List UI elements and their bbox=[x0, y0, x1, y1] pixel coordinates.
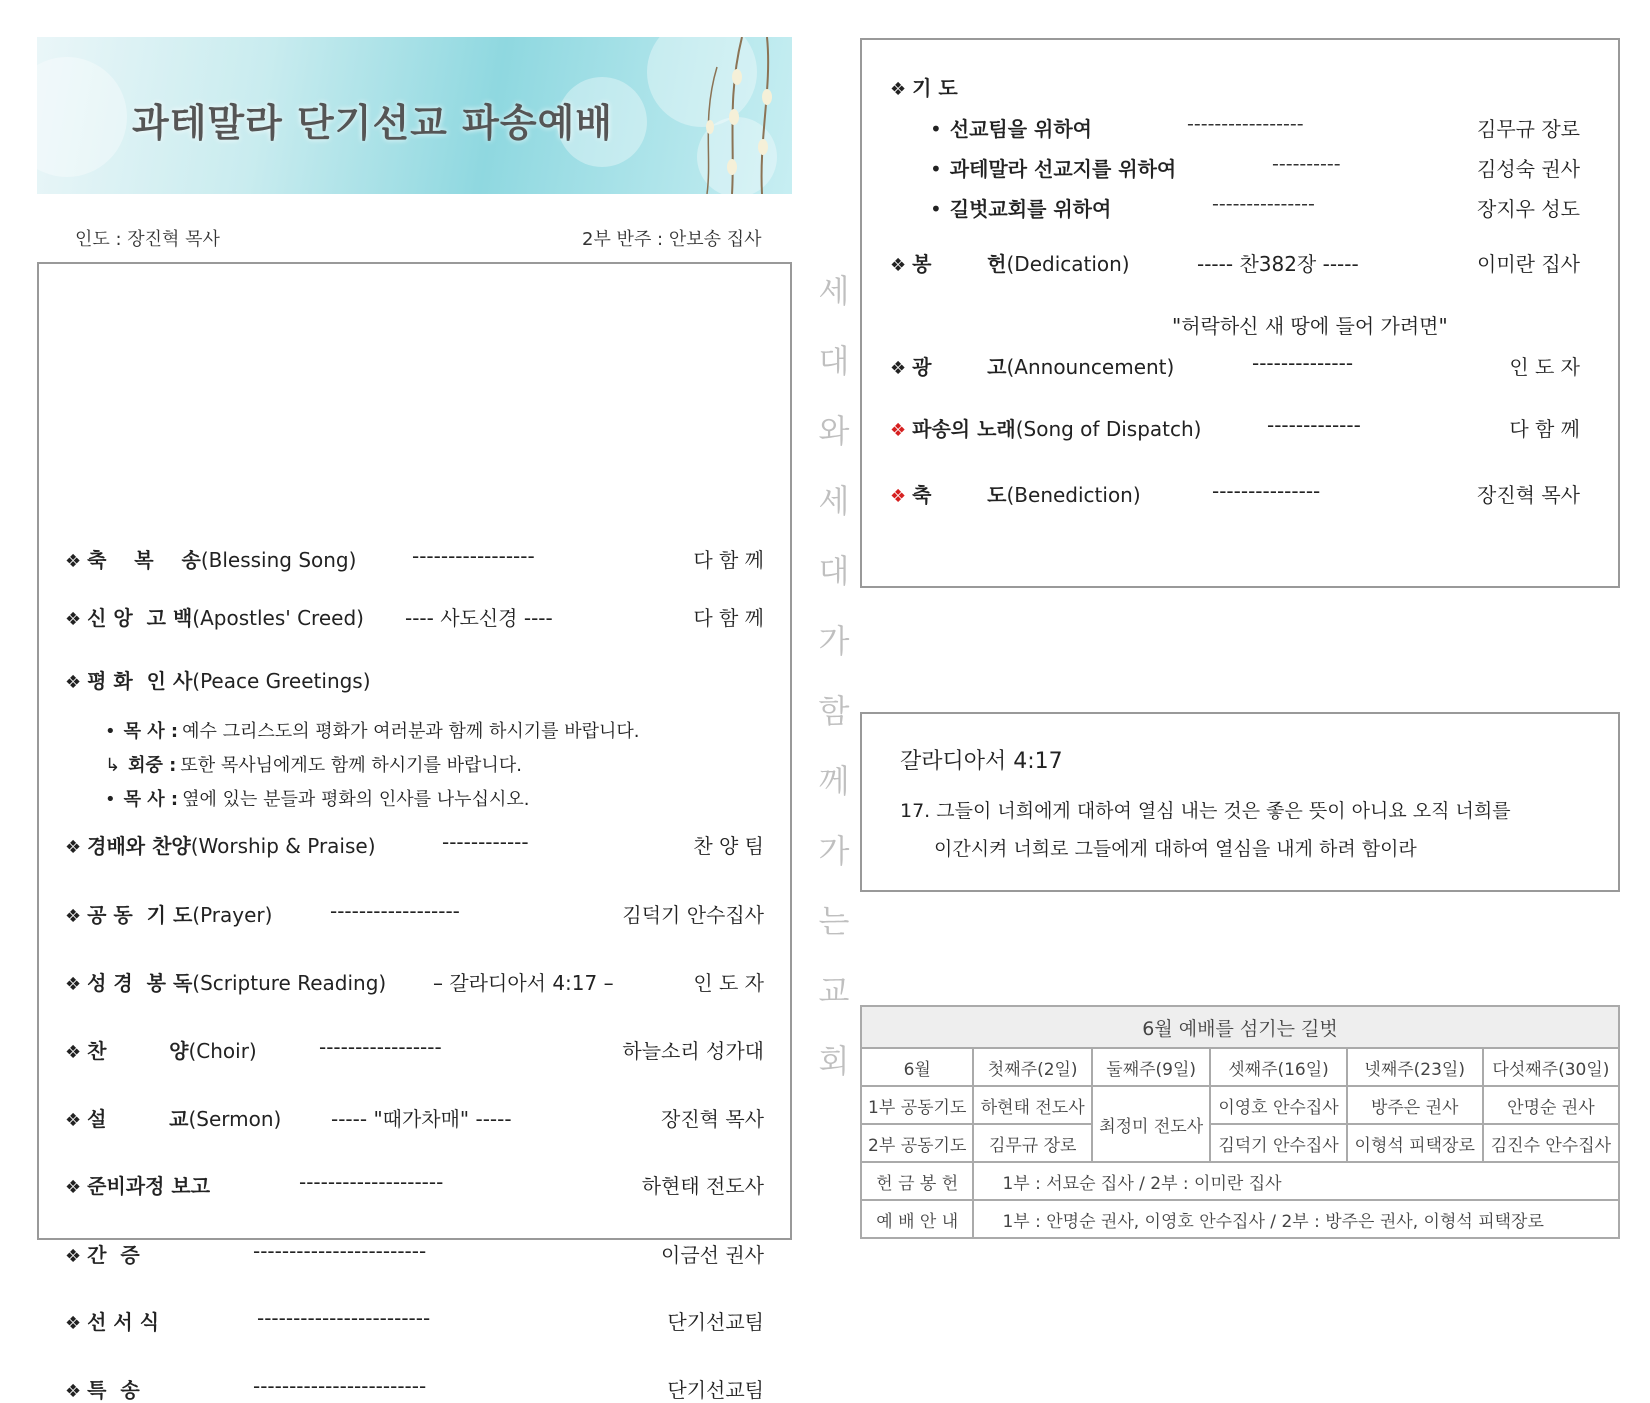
order-item-person: 찬 양 팀 bbox=[693, 834, 764, 858]
order-item bbox=[65, 967, 386, 996]
order-item-title: 선 서 식 bbox=[87, 1310, 160, 1334]
diamond-bullet-icon: ❖ bbox=[890, 255, 907, 276]
order-item-person: 김덕기 안수집사 bbox=[622, 903, 764, 927]
prayer-item bbox=[930, 193, 1111, 222]
prayer-item bbox=[930, 113, 1092, 142]
page-title: 과테말라 단기선교 파송예배 bbox=[132, 101, 613, 145]
order-item-title: 축 복 송 bbox=[87, 548, 201, 572]
diamond-bullet-icon: ❖ bbox=[890, 486, 907, 507]
order-item-english: (Prayer) bbox=[192, 903, 273, 927]
greeting-role: 목 사 : bbox=[123, 789, 179, 810]
diamond-bullet-icon: ❖ bbox=[65, 1042, 82, 1063]
table-cell: 예 배 안 내 bbox=[861, 1200, 973, 1238]
table-header-cell: 셋째주(16일) bbox=[1210, 1048, 1346, 1086]
scripture-line-1: 17. 그들이 너희에게 대하여 열심 내는 것은 좋은 뜻이 아니요 오직 너희를 bbox=[900, 800, 1511, 822]
diamond-bullet-icon: ❖ bbox=[890, 358, 907, 379]
order-item bbox=[890, 479, 1141, 508]
order-item bbox=[65, 602, 364, 631]
diamond-bullet-icon: ❖ bbox=[65, 906, 82, 927]
prayer-item-dash: ----------------- bbox=[1187, 113, 1304, 135]
duty-table-header-row bbox=[861, 1048, 1619, 1086]
order-item-title: 신 앙 고 백 bbox=[87, 606, 193, 630]
order-item-person: 이금선 권사 bbox=[661, 1243, 764, 1267]
order-item bbox=[65, 1170, 210, 1199]
greeting-line bbox=[105, 751, 522, 777]
greeting-role: 회중 : bbox=[128, 755, 177, 776]
order-item-english: (Scripture Reading) bbox=[192, 971, 387, 995]
order-item bbox=[65, 830, 376, 859]
accompanist-label: 2부 반주 : 안보송 집사 bbox=[582, 229, 762, 250]
prayer-item-text: 길벗교회를 위하여 bbox=[949, 197, 1112, 221]
table-row bbox=[861, 1124, 1619, 1162]
greeting-line bbox=[105, 785, 529, 811]
table-cell: 2부 공동기도 bbox=[861, 1124, 973, 1162]
diamond-bullet-icon: ❖ bbox=[65, 609, 82, 630]
order-item-title: 간 증 bbox=[87, 1243, 140, 1267]
order-item-person: 단기선교팀 bbox=[667, 1378, 764, 1402]
prayer-item-dash: ---------- bbox=[1272, 153, 1341, 175]
vertical-motto-char: 대 bbox=[818, 552, 850, 590]
diamond-bullet-icon: ❖ bbox=[65, 837, 82, 858]
order-item-english: (Apostles' Creed) bbox=[192, 606, 364, 630]
order-item-english: (Benediction) bbox=[1006, 483, 1141, 507]
order-item-detail: ----------------- bbox=[412, 544, 535, 568]
diamond-bullet-icon: ❖ bbox=[65, 1313, 82, 1334]
order-item-detail: ------------------------ bbox=[253, 1374, 427, 1398]
vertical-motto-char: 와 bbox=[818, 412, 850, 450]
bullet-icon: • bbox=[930, 197, 942, 221]
table-cell: 1부 공동기도 bbox=[861, 1086, 973, 1124]
vertical-motto-char: 회 bbox=[818, 1042, 850, 1080]
order-item-title: 경배와 찬양 bbox=[87, 834, 191, 858]
diamond-bullet-icon: ❖ bbox=[65, 1177, 82, 1198]
order-item-person: 장진혁 목사 bbox=[1477, 483, 1580, 507]
order-of-worship-list bbox=[37, 262, 792, 1402]
order-item-detail: ------------ bbox=[442, 830, 529, 854]
vertical-motto-char: 대 bbox=[818, 342, 850, 380]
title-banner bbox=[37, 37, 792, 194]
order-item bbox=[890, 413, 1201, 442]
order-item-english: (Sermon) bbox=[188, 1107, 282, 1131]
table-header-cell: 다섯째주(30일) bbox=[1483, 1048, 1619, 1086]
leader-label: 인도 : 장진혁 목사 bbox=[75, 229, 220, 250]
table-cell: 1부 : 서묘순 집사 / 2부 : 이미란 집사 bbox=[973, 1162, 1619, 1200]
table-cell: 김덕기 안수집사 bbox=[1210, 1124, 1346, 1162]
scripture-box bbox=[860, 712, 1620, 892]
prayer-heading: ❖ 기 도 bbox=[890, 76, 958, 100]
prayer-item-person: 장지우 성도 bbox=[1477, 197, 1580, 221]
order-item bbox=[65, 899, 272, 928]
table-cell: 안명순 권사 bbox=[1483, 1086, 1619, 1124]
diamond-bullet-icon: ❖ bbox=[65, 551, 82, 572]
order-item-detail: -------------------- bbox=[299, 1170, 444, 1194]
order-item-detail: – 갈라디아서 4:17 – bbox=[433, 971, 614, 995]
order-item bbox=[65, 1374, 140, 1403]
order-item-person: 하현태 전도사 bbox=[641, 1174, 764, 1198]
prayer-item-person: 김무규 장로 bbox=[1477, 117, 1580, 141]
vertical-motto-char: 께 bbox=[818, 762, 850, 800]
table-row bbox=[861, 1086, 1619, 1124]
order-item bbox=[65, 1103, 281, 1132]
diamond-bullet-icon: ❖ bbox=[65, 1381, 82, 1402]
diamond-bullet-icon: ❖ bbox=[65, 974, 82, 995]
table-cell: 김진수 안수집사 bbox=[1483, 1124, 1619, 1162]
table-cell: 이형석 피택장로 bbox=[1347, 1124, 1483, 1162]
greeting-text: 옆에 있는 분들과 평화의 인사를 나누십시오. bbox=[182, 789, 530, 810]
vertical-motto-char: 교 bbox=[818, 972, 850, 1010]
order-item-detail: ----------------- bbox=[319, 1035, 442, 1059]
vertical-motto-char: 가 bbox=[818, 832, 850, 870]
prayer-item-text: 과테말라 선교지를 위하여 bbox=[949, 157, 1177, 181]
order-item-english: (Announcement) bbox=[1006, 355, 1175, 379]
vertical-motto-char: 세 bbox=[818, 482, 850, 520]
table-cell: 하현태 전도사 bbox=[973, 1086, 1091, 1124]
prayer-order-box bbox=[860, 38, 1620, 588]
order-item-title: 파송의 노래 bbox=[912, 417, 1016, 441]
diamond-bullet-icon: ❖ bbox=[65, 1246, 82, 1267]
diamond-bullet-icon: ❖ bbox=[65, 1110, 82, 1131]
bullet-icon: • bbox=[930, 117, 942, 141]
order-item-person: 이미란 집사 bbox=[1477, 252, 1580, 276]
order-item bbox=[65, 665, 371, 694]
table-header-cell: 첫째주(2일) bbox=[973, 1048, 1091, 1086]
order-item-english: (Blessing Song) bbox=[200, 548, 357, 572]
order-item-detail: ----- "때가차매" ----- bbox=[331, 1107, 512, 1131]
order-item bbox=[890, 351, 1174, 380]
order-item-english: (Choir) bbox=[188, 1039, 257, 1063]
diamond-bullet-icon: ❖ bbox=[890, 79, 907, 100]
greeting-marker: • bbox=[105, 721, 116, 742]
order-item-person: 장진혁 목사 bbox=[661, 1107, 764, 1131]
diamond-bullet-icon: ❖ bbox=[65, 672, 82, 693]
prayer-item-person: 김성숙 권사 bbox=[1477, 157, 1580, 181]
scripture-line-2: 이간시켜 너희로 그들에게 대하여 열심을 내게 하려 함이라 bbox=[934, 838, 1417, 860]
table-header-cell: 6월 bbox=[861, 1048, 973, 1086]
order-item-title: 특 송 bbox=[87, 1378, 140, 1402]
order-item bbox=[65, 544, 356, 573]
order-item-title: 평 화 인 사 bbox=[87, 669, 193, 693]
duty-table-title: 6월 예배를 섬기는 길벗 bbox=[861, 1006, 1619, 1048]
table-row bbox=[861, 1200, 1619, 1238]
order-item-detail: ------------------------ bbox=[257, 1306, 431, 1330]
table-cell: 헌 금 봉 헌 bbox=[861, 1162, 973, 1200]
prayer-item-text: 선교팀을 위하여 bbox=[949, 117, 1092, 141]
table-cell: 최정미 전도사 bbox=[1092, 1086, 1210, 1162]
vertical-motto-char: 함 bbox=[818, 692, 850, 730]
table-cell: 방주은 권사 bbox=[1347, 1086, 1483, 1124]
order-item-title: 광 고 bbox=[912, 355, 1007, 379]
vertical-motto-char: 세 bbox=[818, 272, 850, 310]
order-item-person: 다 함 께 bbox=[1509, 417, 1580, 441]
order-item-english: (Worship & Praise) bbox=[190, 834, 376, 858]
order-item-title: 축 도 bbox=[912, 483, 1007, 507]
duty-roster-table bbox=[860, 1005, 1620, 1239]
greeting-line bbox=[105, 717, 640, 743]
order-item-detail: ---- 사도신경 ---- bbox=[405, 606, 553, 630]
order-item-title: 성 경 봉 독 bbox=[87, 971, 193, 995]
scripture-reference: 갈라디아서 4:17 bbox=[900, 749, 1063, 774]
table-header-cell: 넷째주(23일) bbox=[1347, 1048, 1483, 1086]
order-item-title: 봉 헌 bbox=[912, 252, 1007, 276]
order-item-person: 단기선교팀 bbox=[667, 1310, 764, 1334]
table-cell: 김무규 장로 bbox=[973, 1124, 1091, 1162]
order-item-detail: --------------- bbox=[1212, 479, 1321, 503]
order-item-title: 찬 양 bbox=[87, 1039, 189, 1063]
greeting-text: 예수 그리스도의 평화가 여러분과 함께 하시기를 바랍니다. bbox=[182, 721, 640, 742]
order-item-english: (Peace Greetings) bbox=[192, 669, 371, 693]
order-item-detail: ------------------------ bbox=[253, 1239, 427, 1263]
table-row bbox=[861, 1162, 1619, 1200]
greeting-marker: • bbox=[105, 789, 116, 810]
vertical-motto-char: 는 bbox=[818, 902, 850, 940]
order-item-english: (Song of Dispatch) bbox=[1015, 417, 1202, 441]
table-cell: 1부 : 안명순 권사, 이영호 안수집사 / 2부 : 방주은 권사, 이형석 피택장로 bbox=[973, 1200, 1619, 1238]
order-item-title: 공 동 기 도 bbox=[87, 903, 193, 927]
prayer-item bbox=[930, 153, 1176, 182]
dedication-hymn-title: "허락하신 새 땅에 들어 가려면" bbox=[1172, 314, 1448, 338]
prayer-item-dash: --------------- bbox=[1212, 193, 1315, 215]
order-item-person: 인 도 자 bbox=[1509, 355, 1580, 379]
order-item bbox=[65, 1035, 257, 1064]
diamond-bullet-icon: ❖ bbox=[890, 420, 907, 441]
greeting-role: 목 사 : bbox=[123, 721, 179, 742]
order-item-detail: ----- 찬382장 ----- bbox=[1197, 252, 1359, 276]
table-header-cell: 둘째주(9일) bbox=[1092, 1048, 1210, 1086]
order-item-english: (Dedication) bbox=[1006, 252, 1130, 276]
vertical-motto-char: 가 bbox=[818, 622, 850, 660]
order-item bbox=[65, 1239, 140, 1268]
order-item-title: 설 교 bbox=[87, 1107, 189, 1131]
table-cell: 이영호 안수집사 bbox=[1210, 1086, 1346, 1124]
order-item-person: 인 도 자 bbox=[693, 971, 764, 995]
greeting-text: 또한 목사님에게도 함께 하시기를 바랍니다. bbox=[180, 755, 522, 776]
willow-branch-decoration bbox=[677, 37, 792, 194]
order-item-title: 준비과정 보고 bbox=[87, 1174, 211, 1198]
order-item-person: 다 함 께 bbox=[693, 606, 764, 630]
order-item bbox=[65, 1306, 159, 1335]
order-item-person: 다 함 께 bbox=[693, 548, 764, 572]
order-item-detail: ------------- bbox=[1267, 413, 1361, 437]
order-item-detail: -------------- bbox=[1252, 351, 1354, 375]
order-item bbox=[890, 248, 1130, 277]
bullet-icon: • bbox=[930, 157, 942, 181]
order-item-detail: ------------------ bbox=[330, 899, 460, 923]
order-item-person: 하늘소리 성가대 bbox=[622, 1039, 764, 1063]
greeting-marker: ↳ bbox=[105, 755, 121, 776]
